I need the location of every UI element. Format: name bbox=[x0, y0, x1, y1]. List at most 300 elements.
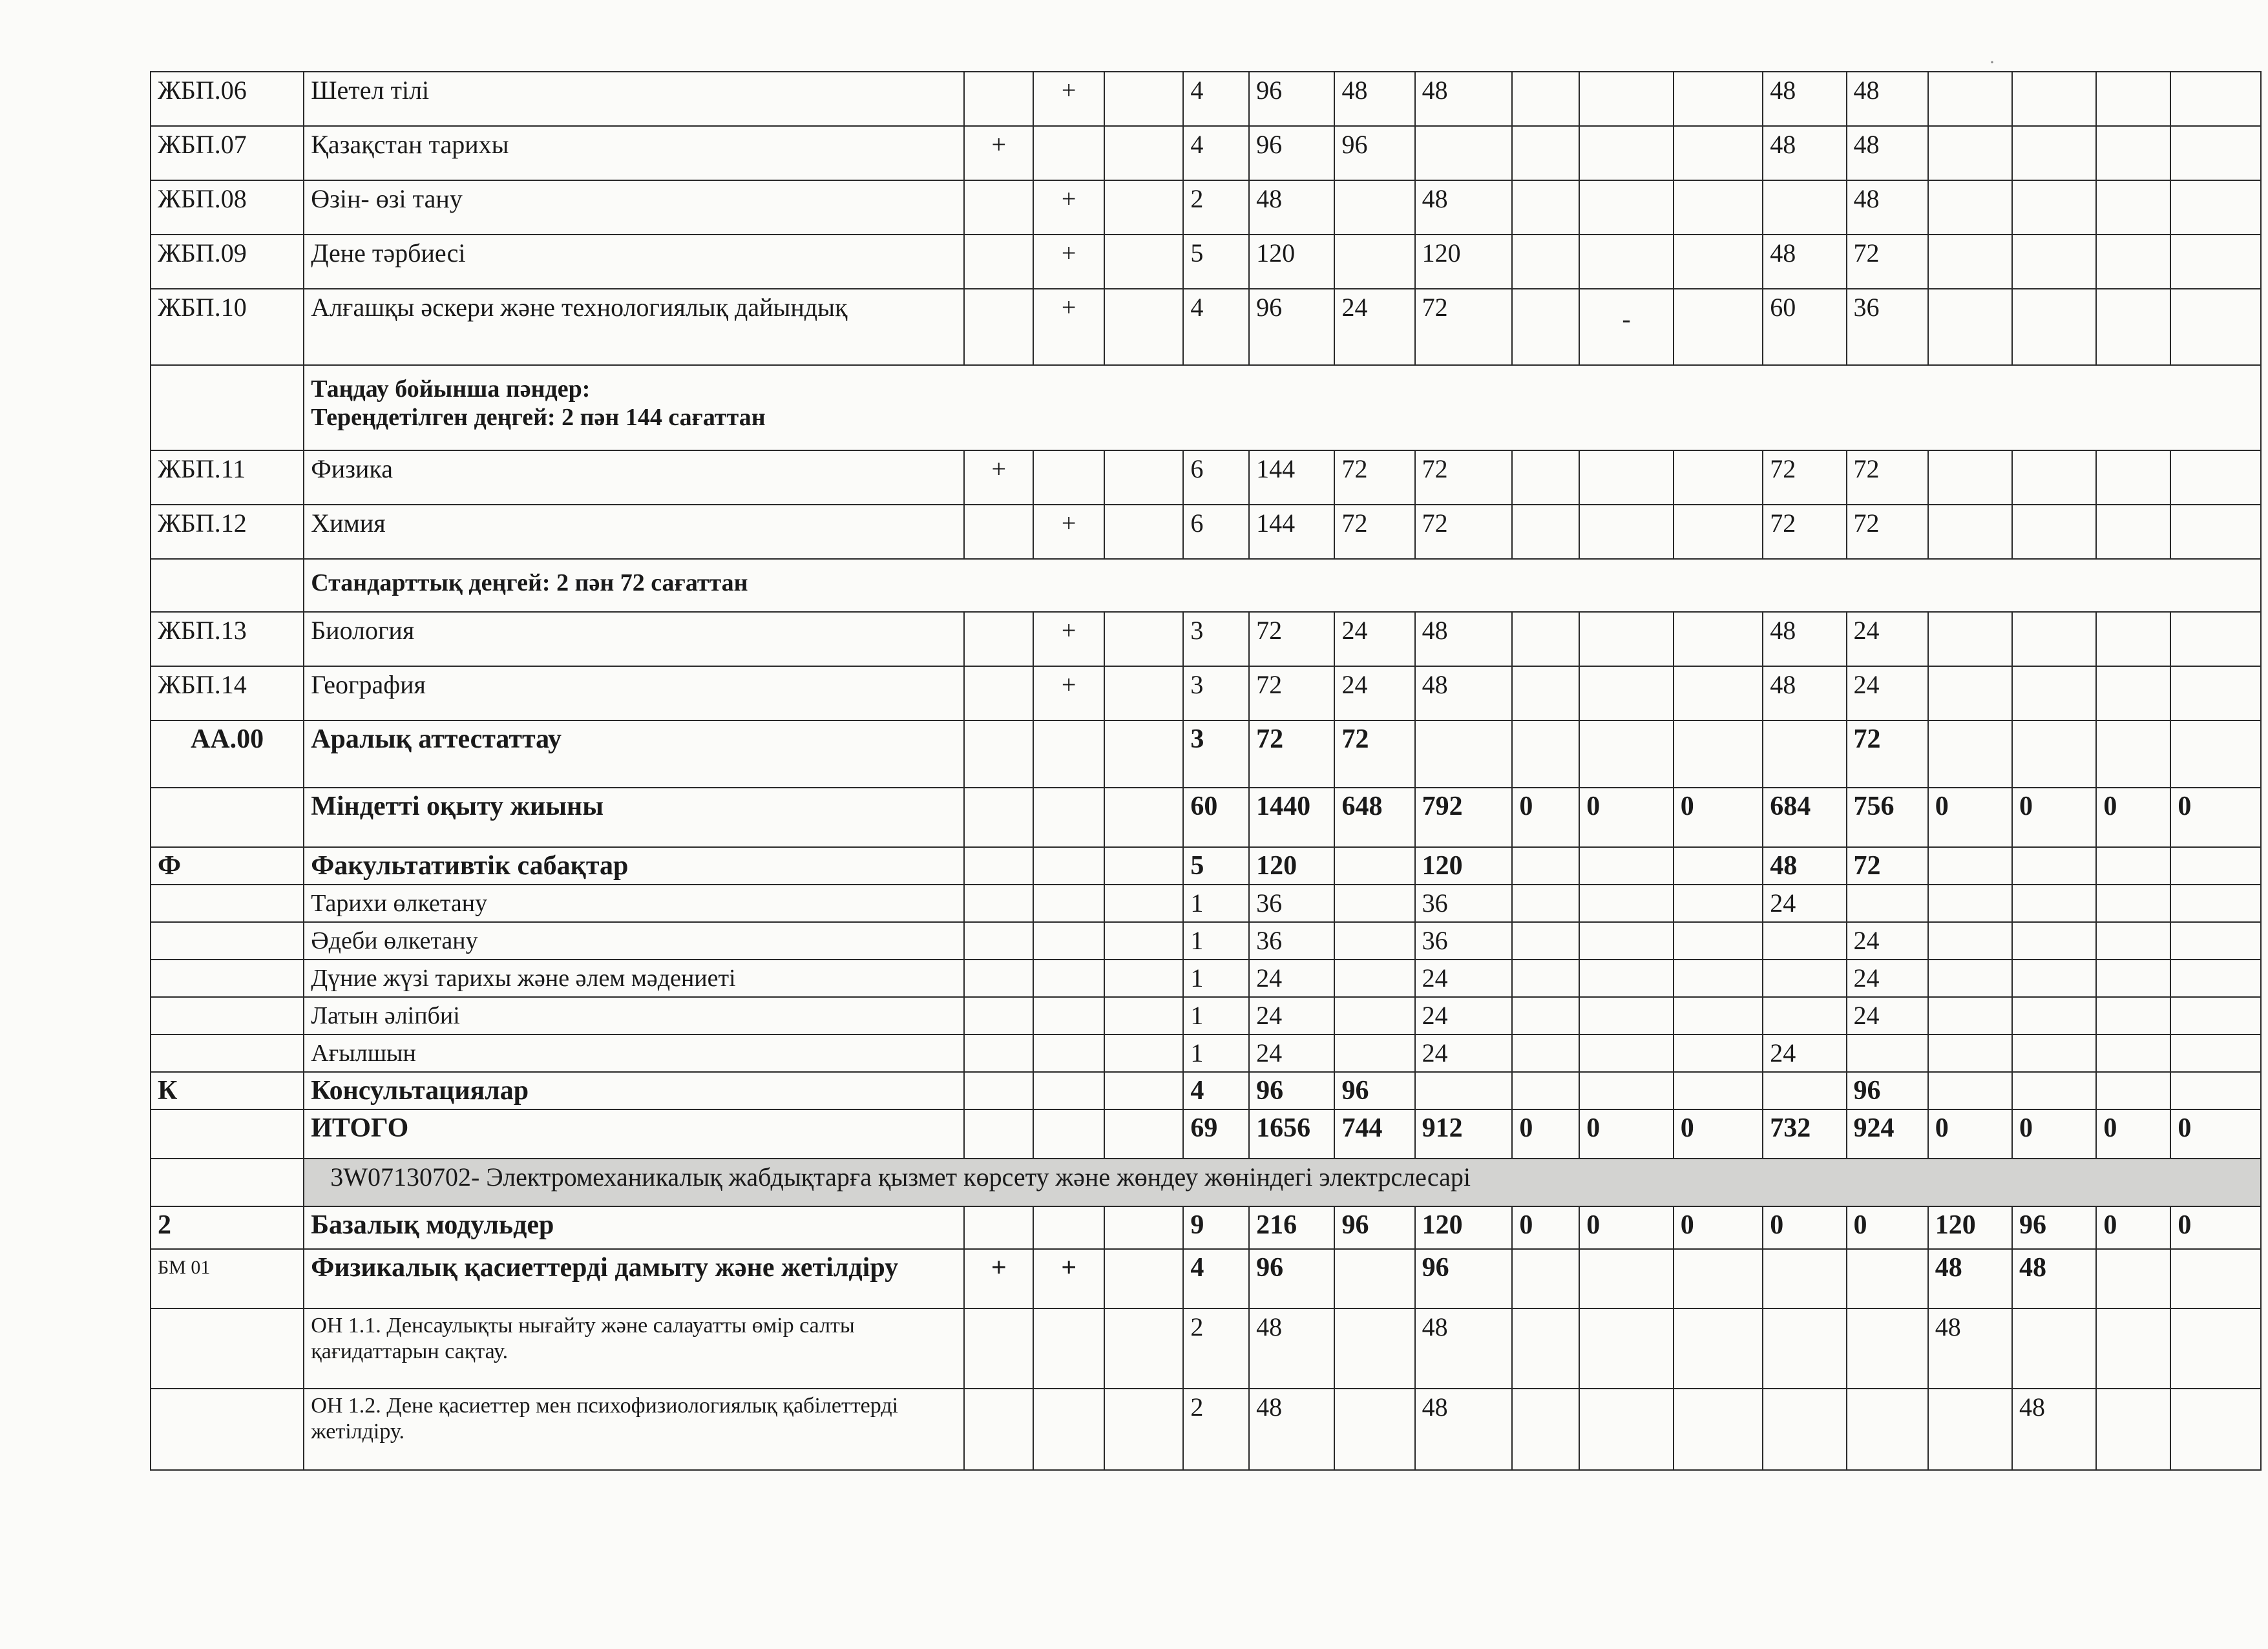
cell-credits: 4 bbox=[1183, 126, 1249, 180]
cell-c9 bbox=[1512, 126, 1579, 180]
cell-c15 bbox=[2012, 666, 2096, 720]
cell-hours: 72 bbox=[1249, 666, 1334, 720]
row-code: БМ 01 bbox=[151, 1249, 304, 1308]
cell-c10 bbox=[1579, 960, 1674, 997]
assessment-mark-1 bbox=[964, 289, 1033, 365]
cell-c9 bbox=[1512, 922, 1579, 960]
cell-c12 bbox=[1763, 180, 1846, 235]
cell-c9 bbox=[1512, 1389, 1579, 1470]
assessment-mark-1 bbox=[964, 1035, 1033, 1072]
cell-c16 bbox=[2096, 885, 2170, 922]
row-code bbox=[151, 788, 304, 847]
cell-c8: 72 bbox=[1415, 450, 1513, 505]
cell-c14 bbox=[1928, 235, 2012, 289]
cell-c17 bbox=[2170, 1249, 2261, 1308]
cell-c10 bbox=[1579, 235, 1674, 289]
row-name: Шетел тілі bbox=[304, 72, 964, 126]
cell-c11 bbox=[1674, 612, 1763, 666]
cell-c8 bbox=[1415, 1072, 1513, 1109]
cell-c14: 0 bbox=[1928, 788, 2012, 847]
cell-c15 bbox=[2012, 289, 2096, 365]
cell-c17 bbox=[2170, 1389, 2261, 1470]
cell-c9 bbox=[1512, 960, 1579, 997]
cell-c16 bbox=[2096, 960, 2170, 997]
cell-c7: 48 bbox=[1334, 72, 1414, 126]
table-row bbox=[151, 922, 2261, 960]
cell-c10: - bbox=[1579, 289, 1674, 365]
cell-hours: 24 bbox=[1249, 1035, 1334, 1072]
cell-c11 bbox=[1674, 847, 1763, 885]
assessment-mark-3 bbox=[1104, 1072, 1183, 1109]
cell-c17: 0 bbox=[2170, 1109, 2261, 1159]
cell-c7: 96 bbox=[1334, 1072, 1414, 1109]
row-name: ОН 1.1. Денсаулықты нығайту және салауатты өмір салты қағидаттарын сақтау. bbox=[304, 1308, 964, 1389]
cell-c13: 24 bbox=[1847, 960, 1928, 997]
cell-c11 bbox=[1674, 505, 1763, 559]
cell-c16 bbox=[2096, 1072, 2170, 1109]
cell-c14 bbox=[1928, 505, 2012, 559]
cell-c15: 48 bbox=[2012, 1389, 2096, 1470]
table-row bbox=[151, 180, 2261, 235]
assessment-mark-3 bbox=[1104, 612, 1183, 666]
cell-c10 bbox=[1579, 1389, 1674, 1470]
row-code bbox=[151, 885, 304, 922]
cell-credits: 3 bbox=[1183, 612, 1249, 666]
cell-c12: 24 bbox=[1763, 885, 1846, 922]
cell-credits: 3 bbox=[1183, 666, 1249, 720]
assessment-mark-3 bbox=[1104, 1206, 1183, 1249]
cell-c8: 120 bbox=[1415, 847, 1513, 885]
row-name: Стандарттық деңгей: 2 пән 72 сағаттан bbox=[304, 559, 2261, 612]
cell-c9 bbox=[1512, 997, 1579, 1035]
cell-c7 bbox=[1334, 922, 1414, 960]
cell-c13: 924 bbox=[1847, 1109, 1928, 1159]
assessment-mark-3 bbox=[1104, 235, 1183, 289]
cell-c7: 24 bbox=[1334, 666, 1414, 720]
cell-c7: 72 bbox=[1334, 720, 1414, 788]
cell-c14 bbox=[1928, 847, 2012, 885]
assessment-mark-1 bbox=[964, 997, 1033, 1035]
row-code bbox=[151, 922, 304, 960]
cell-c7 bbox=[1334, 1308, 1414, 1389]
table-row bbox=[151, 885, 2261, 922]
cell-c17 bbox=[2170, 72, 2261, 126]
cell-c15 bbox=[2012, 885, 2096, 922]
table-row bbox=[151, 1109, 2261, 1159]
cell-c15: 0 bbox=[2012, 788, 2096, 847]
assessment-mark-3 bbox=[1104, 505, 1183, 559]
cell-c8: 48 bbox=[1415, 1389, 1513, 1470]
cell-c10 bbox=[1579, 997, 1674, 1035]
assessment-mark-2 bbox=[1033, 1308, 1104, 1389]
cell-c17 bbox=[2170, 1035, 2261, 1072]
cell-hours: 1440 bbox=[1249, 788, 1334, 847]
row-code bbox=[151, 1109, 304, 1159]
assessment-mark-3 bbox=[1104, 1308, 1183, 1389]
cell-c8: 48 bbox=[1415, 180, 1513, 235]
assessment-mark-1 bbox=[964, 885, 1033, 922]
row-name: Физика bbox=[304, 450, 964, 505]
cell-c9 bbox=[1512, 885, 1579, 922]
cell-c17 bbox=[2170, 505, 2261, 559]
cell-c12: 48 bbox=[1763, 126, 1846, 180]
cell-c12 bbox=[1763, 922, 1846, 960]
cell-c13: 24 bbox=[1847, 922, 1928, 960]
cell-c15 bbox=[2012, 960, 2096, 997]
table-row bbox=[151, 1072, 2261, 1109]
assessment-mark-1 bbox=[964, 235, 1033, 289]
cell-c14 bbox=[1928, 922, 2012, 960]
assessment-mark-3 bbox=[1104, 922, 1183, 960]
cell-c16: 0 bbox=[2096, 1109, 2170, 1159]
cell-c10: 0 bbox=[1579, 1206, 1674, 1249]
cell-c13 bbox=[1847, 1249, 1928, 1308]
table-row bbox=[151, 1249, 2261, 1308]
cell-c14 bbox=[1928, 1389, 2012, 1470]
cell-c16 bbox=[2096, 666, 2170, 720]
row-name: Физикалық қасиеттерді дамыту және жетілдіру bbox=[304, 1249, 964, 1308]
cell-credits: 6 bbox=[1183, 450, 1249, 505]
assessment-mark-1 bbox=[964, 1308, 1033, 1389]
row-code bbox=[151, 1035, 304, 1072]
cell-c15 bbox=[2012, 847, 2096, 885]
assessment-mark-2: + bbox=[1033, 612, 1104, 666]
row-name: Латын әліпбиі bbox=[304, 997, 964, 1035]
assessment-mark-2: + bbox=[1033, 666, 1104, 720]
cell-c11 bbox=[1674, 885, 1763, 922]
cell-c13: 24 bbox=[1847, 612, 1928, 666]
cell-c8 bbox=[1415, 720, 1513, 788]
assessment-mark-2: + bbox=[1033, 235, 1104, 289]
assessment-mark-3 bbox=[1104, 997, 1183, 1035]
row-code: ЖБП.12 bbox=[151, 505, 304, 559]
assessment-mark-3 bbox=[1104, 960, 1183, 997]
curriculum-table bbox=[150, 71, 2262, 1471]
cell-c12 bbox=[1763, 720, 1846, 788]
cell-c11 bbox=[1674, 720, 1763, 788]
assessment-mark-3 bbox=[1104, 788, 1183, 847]
table-row bbox=[151, 788, 2261, 847]
cell-c10 bbox=[1579, 885, 1674, 922]
cell-c10 bbox=[1579, 505, 1674, 559]
row-code: ЖБП.09 bbox=[151, 235, 304, 289]
assessment-mark-1 bbox=[964, 180, 1033, 235]
cell-c10 bbox=[1579, 1072, 1674, 1109]
cell-c15 bbox=[2012, 180, 2096, 235]
assessment-mark-1 bbox=[964, 666, 1033, 720]
cell-c14 bbox=[1928, 180, 2012, 235]
assessment-mark-1: + bbox=[964, 1249, 1033, 1308]
cell-credits: 1 bbox=[1183, 960, 1249, 997]
cell-c10 bbox=[1579, 450, 1674, 505]
cell-c8: 120 bbox=[1415, 1206, 1513, 1249]
cell-c10 bbox=[1579, 720, 1674, 788]
cell-c7: 24 bbox=[1334, 289, 1414, 365]
table-row bbox=[151, 1159, 2261, 1206]
assessment-mark-2 bbox=[1033, 960, 1104, 997]
row-code: ЖБП.13 bbox=[151, 612, 304, 666]
cell-c13: 72 bbox=[1847, 235, 1928, 289]
assessment-mark-2: + bbox=[1033, 180, 1104, 235]
assessment-mark-2 bbox=[1033, 1072, 1104, 1109]
cell-c14 bbox=[1928, 1072, 2012, 1109]
assessment-mark-3 bbox=[1104, 720, 1183, 788]
cell-c9 bbox=[1512, 847, 1579, 885]
row-name: Тарихи өлкетану bbox=[304, 885, 964, 922]
cell-c16 bbox=[2096, 1035, 2170, 1072]
cell-c17 bbox=[2170, 960, 2261, 997]
cell-c9 bbox=[1512, 505, 1579, 559]
cell-c11 bbox=[1674, 180, 1763, 235]
table-row bbox=[151, 126, 2261, 180]
cell-c14 bbox=[1928, 997, 2012, 1035]
cell-c11: 0 bbox=[1674, 788, 1763, 847]
assessment-mark-1 bbox=[964, 1206, 1033, 1249]
cell-hours: 24 bbox=[1249, 960, 1334, 997]
cell-credits: 69 bbox=[1183, 1109, 1249, 1159]
table-row bbox=[151, 235, 2261, 289]
assessment-mark-2 bbox=[1033, 922, 1104, 960]
row-code: ЖБП.07 bbox=[151, 126, 304, 180]
assessment-mark-2 bbox=[1033, 885, 1104, 922]
cell-c12 bbox=[1763, 1249, 1846, 1308]
cell-credits: 1 bbox=[1183, 1035, 1249, 1072]
cell-c9: 0 bbox=[1512, 1109, 1579, 1159]
cell-c15 bbox=[2012, 72, 2096, 126]
table-row bbox=[151, 1035, 2261, 1072]
assessment-mark-2 bbox=[1033, 1389, 1104, 1470]
cell-c16 bbox=[2096, 289, 2170, 365]
cell-c15 bbox=[2012, 1308, 2096, 1389]
cell-credits: 3 bbox=[1183, 720, 1249, 788]
cell-c7: 648 bbox=[1334, 788, 1414, 847]
assessment-mark-3 bbox=[1104, 289, 1183, 365]
cell-c11 bbox=[1674, 235, 1763, 289]
row-code: Ф bbox=[151, 847, 304, 885]
cell-hours: 72 bbox=[1249, 612, 1334, 666]
cell-c16 bbox=[2096, 720, 2170, 788]
cell-c11 bbox=[1674, 450, 1763, 505]
cell-c14 bbox=[1928, 289, 2012, 365]
cell-c11 bbox=[1674, 922, 1763, 960]
cell-c10: 0 bbox=[1579, 788, 1674, 847]
cell-c12: 48 bbox=[1763, 72, 1846, 126]
row-name: ИТОГО bbox=[304, 1109, 964, 1159]
cell-c10 bbox=[1579, 72, 1674, 126]
cell-c9 bbox=[1512, 1072, 1579, 1109]
cell-credits: 2 bbox=[1183, 180, 1249, 235]
row-code bbox=[151, 997, 304, 1035]
cell-hours: 96 bbox=[1249, 126, 1334, 180]
cell-c8: 792 bbox=[1415, 788, 1513, 847]
cell-c14 bbox=[1928, 666, 2012, 720]
cell-c17: 0 bbox=[2170, 788, 2261, 847]
cell-c13: 36 bbox=[1847, 289, 1928, 365]
cell-credits: 4 bbox=[1183, 1072, 1249, 1109]
cell-c17 bbox=[2170, 847, 2261, 885]
cell-c7: 72 bbox=[1334, 505, 1414, 559]
cell-c9 bbox=[1512, 1249, 1579, 1308]
cell-c11 bbox=[1674, 1389, 1763, 1470]
cell-c8: 48 bbox=[1415, 72, 1513, 126]
cell-c10 bbox=[1579, 847, 1674, 885]
cell-c9 bbox=[1512, 72, 1579, 126]
row-code: ЖБП.08 bbox=[151, 180, 304, 235]
cell-c17 bbox=[2170, 666, 2261, 720]
scan-speck: · bbox=[1989, 52, 1995, 73]
cell-c7 bbox=[1334, 847, 1414, 885]
cell-c9 bbox=[1512, 1308, 1579, 1389]
row-name: Факультативтік сабақтар bbox=[304, 847, 964, 885]
cell-c14: 120 bbox=[1928, 1206, 2012, 1249]
assessment-mark-2: + bbox=[1033, 505, 1104, 559]
cell-c12: 72 bbox=[1763, 450, 1846, 505]
cell-c11: 0 bbox=[1674, 1109, 1763, 1159]
cell-credits: 2 bbox=[1183, 1308, 1249, 1389]
table-row bbox=[151, 847, 2261, 885]
cell-c13: 0 bbox=[1847, 1206, 1928, 1249]
cell-c14: 0 bbox=[1928, 1109, 2012, 1159]
assessment-mark-2 bbox=[1033, 788, 1104, 847]
assessment-mark-1 bbox=[964, 922, 1033, 960]
cell-c7 bbox=[1334, 180, 1414, 235]
cell-c11 bbox=[1674, 126, 1763, 180]
assessment-mark-2: + bbox=[1033, 289, 1104, 365]
cell-c15: 96 bbox=[2012, 1206, 2096, 1249]
cell-hours: 48 bbox=[1249, 1308, 1334, 1389]
cell-c13: 48 bbox=[1847, 180, 1928, 235]
assessment-mark-3 bbox=[1104, 1249, 1183, 1308]
row-name: Алғашқы әскери және технологиялық дайындық bbox=[304, 289, 964, 365]
cell-c10 bbox=[1579, 180, 1674, 235]
cell-hours: 36 bbox=[1249, 922, 1334, 960]
cell-c11 bbox=[1674, 1072, 1763, 1109]
table-row bbox=[151, 1308, 2261, 1389]
cell-c13: 72 bbox=[1847, 450, 1928, 505]
table-row bbox=[151, 72, 2261, 126]
cell-hours: 144 bbox=[1249, 505, 1334, 559]
row-code: ЖБП.11 bbox=[151, 450, 304, 505]
cell-credits: 4 bbox=[1183, 289, 1249, 365]
cell-c9 bbox=[1512, 235, 1579, 289]
cell-c12: 684 bbox=[1763, 788, 1846, 847]
table-row bbox=[151, 1389, 2261, 1470]
assessment-mark-1: + bbox=[964, 126, 1033, 180]
assessment-mark-2 bbox=[1033, 1035, 1104, 1072]
cell-c14 bbox=[1928, 126, 2012, 180]
table-row bbox=[151, 997, 2261, 1035]
assessment-mark-3 bbox=[1104, 666, 1183, 720]
cell-c15 bbox=[2012, 922, 2096, 960]
row-name: Әдеби өлкетану bbox=[304, 922, 964, 960]
assessment-mark-1 bbox=[964, 788, 1033, 847]
cell-c12: 60 bbox=[1763, 289, 1846, 365]
row-code: ЖБП.06 bbox=[151, 72, 304, 126]
cell-c7 bbox=[1334, 885, 1414, 922]
assessment-mark-2 bbox=[1033, 450, 1104, 505]
cell-c16 bbox=[2096, 505, 2170, 559]
assessment-mark-3 bbox=[1104, 1109, 1183, 1159]
cell-c8: 36 bbox=[1415, 885, 1513, 922]
table-row bbox=[151, 720, 2261, 788]
row-code bbox=[151, 365, 304, 450]
cell-c12 bbox=[1763, 1072, 1846, 1109]
cell-c17 bbox=[2170, 180, 2261, 235]
cell-c14 bbox=[1928, 885, 2012, 922]
cell-c8 bbox=[1415, 126, 1513, 180]
row-name: Міндетті оқыту жиыны bbox=[304, 788, 964, 847]
cell-c14: 48 bbox=[1928, 1308, 2012, 1389]
cell-c7: 96 bbox=[1334, 126, 1414, 180]
cell-c13: 96 bbox=[1847, 1072, 1928, 1109]
assessment-mark-3 bbox=[1104, 847, 1183, 885]
cell-c11 bbox=[1674, 666, 1763, 720]
assessment-mark-1 bbox=[964, 612, 1033, 666]
cell-hours: 96 bbox=[1249, 289, 1334, 365]
cell-c16 bbox=[2096, 72, 2170, 126]
cell-hours: 120 bbox=[1249, 235, 1334, 289]
cell-credits: 4 bbox=[1183, 72, 1249, 126]
cell-c12: 48 bbox=[1763, 612, 1846, 666]
row-name: Химия bbox=[304, 505, 964, 559]
cell-c8: 72 bbox=[1415, 505, 1513, 559]
assessment-mark-1 bbox=[964, 720, 1033, 788]
cell-c12: 48 bbox=[1763, 666, 1846, 720]
cell-hours: 216 bbox=[1249, 1206, 1334, 1249]
table-row bbox=[151, 365, 2261, 450]
cell-credits: 1 bbox=[1183, 885, 1249, 922]
cell-c9 bbox=[1512, 612, 1579, 666]
table-row bbox=[151, 960, 2261, 997]
cell-c11 bbox=[1674, 72, 1763, 126]
cell-c15 bbox=[2012, 1035, 2096, 1072]
cell-credits: 60 bbox=[1183, 788, 1249, 847]
cell-c16: 0 bbox=[2096, 788, 2170, 847]
cell-c8: 96 bbox=[1415, 1249, 1513, 1308]
assessment-mark-2 bbox=[1033, 126, 1104, 180]
cell-c13: 48 bbox=[1847, 72, 1928, 126]
cell-hours: 120 bbox=[1249, 847, 1334, 885]
row-name: Қазақстан тарихы bbox=[304, 126, 964, 180]
cell-c9 bbox=[1512, 666, 1579, 720]
cell-c17 bbox=[2170, 1308, 2261, 1389]
cell-c8: 912 bbox=[1415, 1109, 1513, 1159]
assessment-mark-1 bbox=[964, 72, 1033, 126]
cell-c7: 72 bbox=[1334, 450, 1414, 505]
cell-c7: 744 bbox=[1334, 1109, 1414, 1159]
cell-hours: 24 bbox=[1249, 997, 1334, 1035]
table-row bbox=[151, 289, 2261, 365]
cell-hours: 48 bbox=[1249, 180, 1334, 235]
cell-c8: 48 bbox=[1415, 666, 1513, 720]
cell-c13: 24 bbox=[1847, 666, 1928, 720]
cell-c14: 48 bbox=[1928, 1249, 2012, 1308]
cell-c7 bbox=[1334, 960, 1414, 997]
cell-c9 bbox=[1512, 450, 1579, 505]
cell-c12: 48 bbox=[1763, 235, 1846, 289]
cell-c12 bbox=[1763, 1389, 1846, 1470]
cell-c8: 24 bbox=[1415, 960, 1513, 997]
cell-c12 bbox=[1763, 1308, 1846, 1389]
cell-hours: 144 bbox=[1249, 450, 1334, 505]
cell-c7 bbox=[1334, 235, 1414, 289]
cell-c15 bbox=[2012, 450, 2096, 505]
row-name: Таңдау бойынша пәндер: Тереңдетілген деңгей: 2 пән 144 сағаттан bbox=[304, 365, 2261, 450]
assessment-mark-1 bbox=[964, 1072, 1033, 1109]
row-code: ЖБП.14 bbox=[151, 666, 304, 720]
cell-c8: 36 bbox=[1415, 922, 1513, 960]
row-code: АА.00 bbox=[151, 720, 304, 788]
